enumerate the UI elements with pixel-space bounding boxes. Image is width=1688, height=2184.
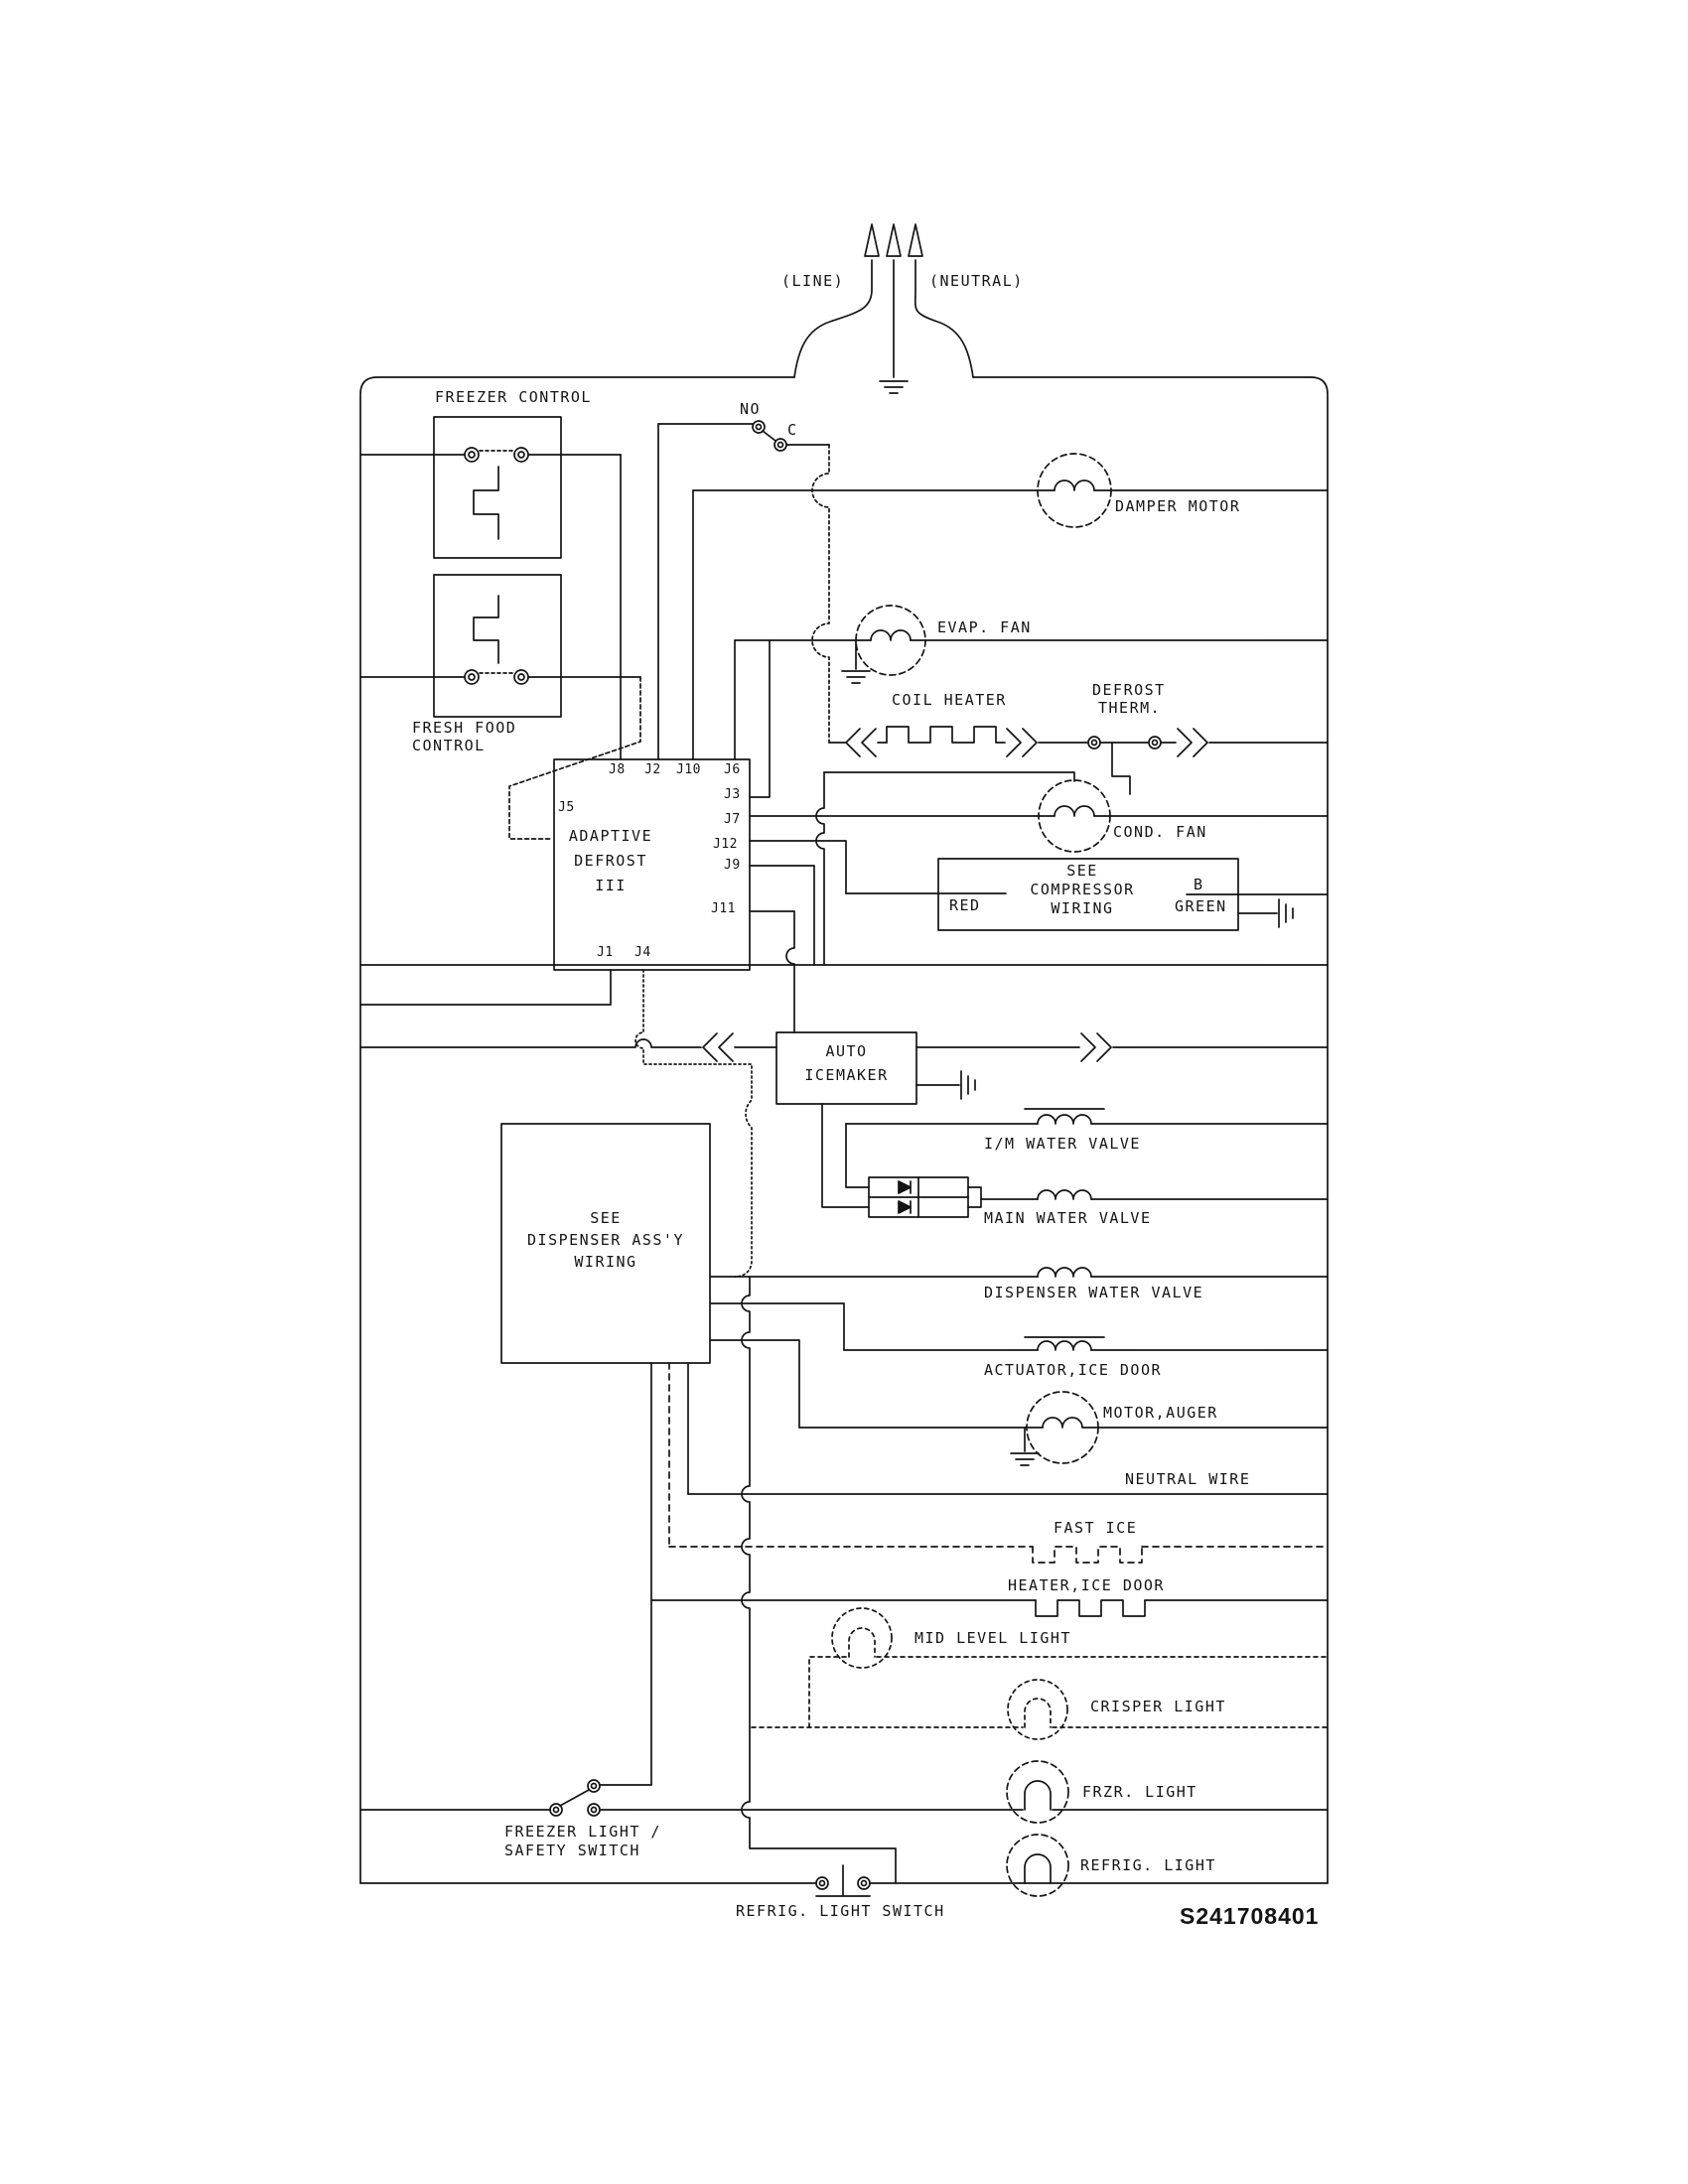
refrig-light-switch-symbol — [816, 1865, 870, 1896]
pin-j12: J12 — [713, 837, 738, 852]
ground-icon — [1279, 899, 1293, 927]
board-title-1: ADAPTIVE — [568, 827, 653, 845]
neutral-label: (NEUTRAL) — [929, 272, 1024, 290]
dispenser-label-2: DISPENSER ASS'Y — [527, 1231, 684, 1249]
pin-j8: J8 — [609, 762, 626, 777]
part-number: S241708401 — [1180, 1903, 1320, 1929]
motor-auger-label: MOTOR,AUGER — [1103, 1404, 1218, 1422]
compressor-label-1: SEE — [1066, 862, 1098, 880]
coil-heater-symbol — [829, 727, 1087, 756]
defrost-therm-label-1: DEFROST — [1092, 681, 1166, 699]
crisper-light-label: CRISPER LIGHT — [1090, 1698, 1226, 1715]
fresh-food-control-symbol — [360, 575, 640, 839]
defrost-relay-switch — [658, 421, 829, 759]
im-water-valve-label: I/M WATER VALVE — [984, 1135, 1141, 1153]
freezer-safety-switch-symbol — [360, 1780, 1023, 1816]
neutral-prong-icon — [909, 224, 922, 256]
compressor-green-label: GREEN — [1175, 897, 1227, 915]
refrig-light-label: REFRIG. LIGHT — [1080, 1856, 1216, 1874]
heater-ice-door-label: HEATER,ICE DOOR — [1008, 1576, 1165, 1594]
mid-level-light-label: MID LEVEL LIGHT — [914, 1629, 1071, 1647]
icemaker-label-1: AUTO — [825, 1042, 868, 1060]
evap-fan-symbol — [735, 606, 1328, 683]
compressor-red-label: RED — [949, 896, 981, 914]
pin-j9: J9 — [724, 858, 741, 873]
power-plug — [794, 224, 973, 393]
fast-ice-label: FAST ICE — [1054, 1519, 1138, 1537]
dispenser-water-valve-label: DISPENSER WATER VALVE — [984, 1284, 1204, 1301]
heater-ice-door-symbol — [651, 1363, 1328, 1785]
relay-no-label: NO — [740, 400, 762, 418]
fast-ice-symbol — [669, 1363, 1328, 1563]
ground-icon — [842, 671, 870, 683]
refrig-light-switch-label: REFRIG. LIGHT SWITCH — [736, 1902, 945, 1920]
compressor-label-3: WIRING — [1051, 899, 1114, 917]
coil-heater-label: COIL HEATER — [892, 691, 1007, 709]
dispenser-label-3: WIRING — [574, 1253, 637, 1271]
pin-j6: J6 — [724, 762, 741, 777]
board-title-2: DEFROST — [574, 852, 647, 870]
ground-icon — [1011, 1453, 1039, 1465]
freezer-control-symbol — [360, 417, 621, 558]
main-water-valve-symbol — [981, 1190, 1328, 1199]
compressor-label-2: COMPRESSOR — [1030, 881, 1135, 898]
pin-j11: J11 — [711, 901, 736, 916]
damper-motor-label: DAMPER MOTOR — [1115, 497, 1241, 515]
line-label: (LINE) — [781, 272, 845, 290]
connector-arrow-icon — [1081, 1033, 1111, 1061]
relay-c-label: C — [787, 421, 798, 439]
diode-icon — [899, 1181, 911, 1193]
freezer-control-label: FREEZER CONTROL — [435, 388, 592, 406]
defrost-therm-symbol — [1088, 729, 1328, 794]
compressor-b-label: B — [1194, 876, 1204, 893]
fresh-food-label-1: FRESH FOOD — [412, 719, 517, 737]
ground-prong-icon — [887, 224, 901, 256]
cond-fan-label: COND. FAN — [1113, 823, 1207, 841]
frzr-light-label: FRZR. LIGHT — [1082, 1783, 1197, 1801]
icemaker-label-2: ICEMAKER — [804, 1066, 889, 1084]
pin-j7: J7 — [724, 812, 741, 827]
damper-motor-symbol — [693, 454, 1328, 527]
refrig-light-symbol — [1007, 1835, 1068, 1896]
ground-icon — [961, 1071, 975, 1099]
evap-fan-label: EVAP. FAN — [937, 618, 1032, 636]
defrost-therm-label-2: THERM. — [1098, 699, 1162, 717]
main-water-valve-label: MAIN WATER VALVE — [984, 1209, 1152, 1227]
connector-arrow-icon — [703, 1033, 733, 1061]
fresh-food-label-2: CONTROL — [412, 737, 486, 754]
pin-j2: J2 — [644, 762, 661, 777]
pin-j4: J4 — [634, 945, 651, 960]
connector-arrow-icon — [1007, 729, 1037, 756]
board-title-3: III — [595, 877, 627, 894]
dispenser-label-1: SEE — [590, 1209, 622, 1227]
pin-j5: J5 — [558, 800, 575, 815]
pin-j3: J3 — [724, 787, 741, 802]
connector-arrow-icon — [1178, 729, 1207, 756]
dispenser-water-valve-symbol — [711, 1268, 1328, 1277]
freezer-safety-label-1: FREEZER LIGHT / — [504, 1823, 661, 1841]
crisper-light-symbol — [752, 1680, 1328, 1739]
mid-level-light-symbol — [809, 1608, 1328, 1727]
connector-arrow-icon — [846, 729, 876, 756]
motor-auger-symbol — [711, 1340, 1328, 1465]
pin-j1: J1 — [597, 945, 614, 960]
freezer-safety-label-2: SAFETY SWITCH — [504, 1842, 640, 1859]
neutral-wire-label: NEUTRAL WIRE — [1125, 1470, 1251, 1488]
actuator-ice-door-label: ACTUATOR,ICE DOOR — [984, 1361, 1163, 1379]
ground-icon — [880, 381, 908, 393]
switch-bypass-wire — [742, 1277, 896, 1883]
diode-icon — [899, 1201, 911, 1213]
actuator-ice-door-symbol — [711, 1303, 1328, 1350]
pin-j10: J10 — [676, 762, 701, 777]
line-prong-icon — [865, 224, 879, 256]
